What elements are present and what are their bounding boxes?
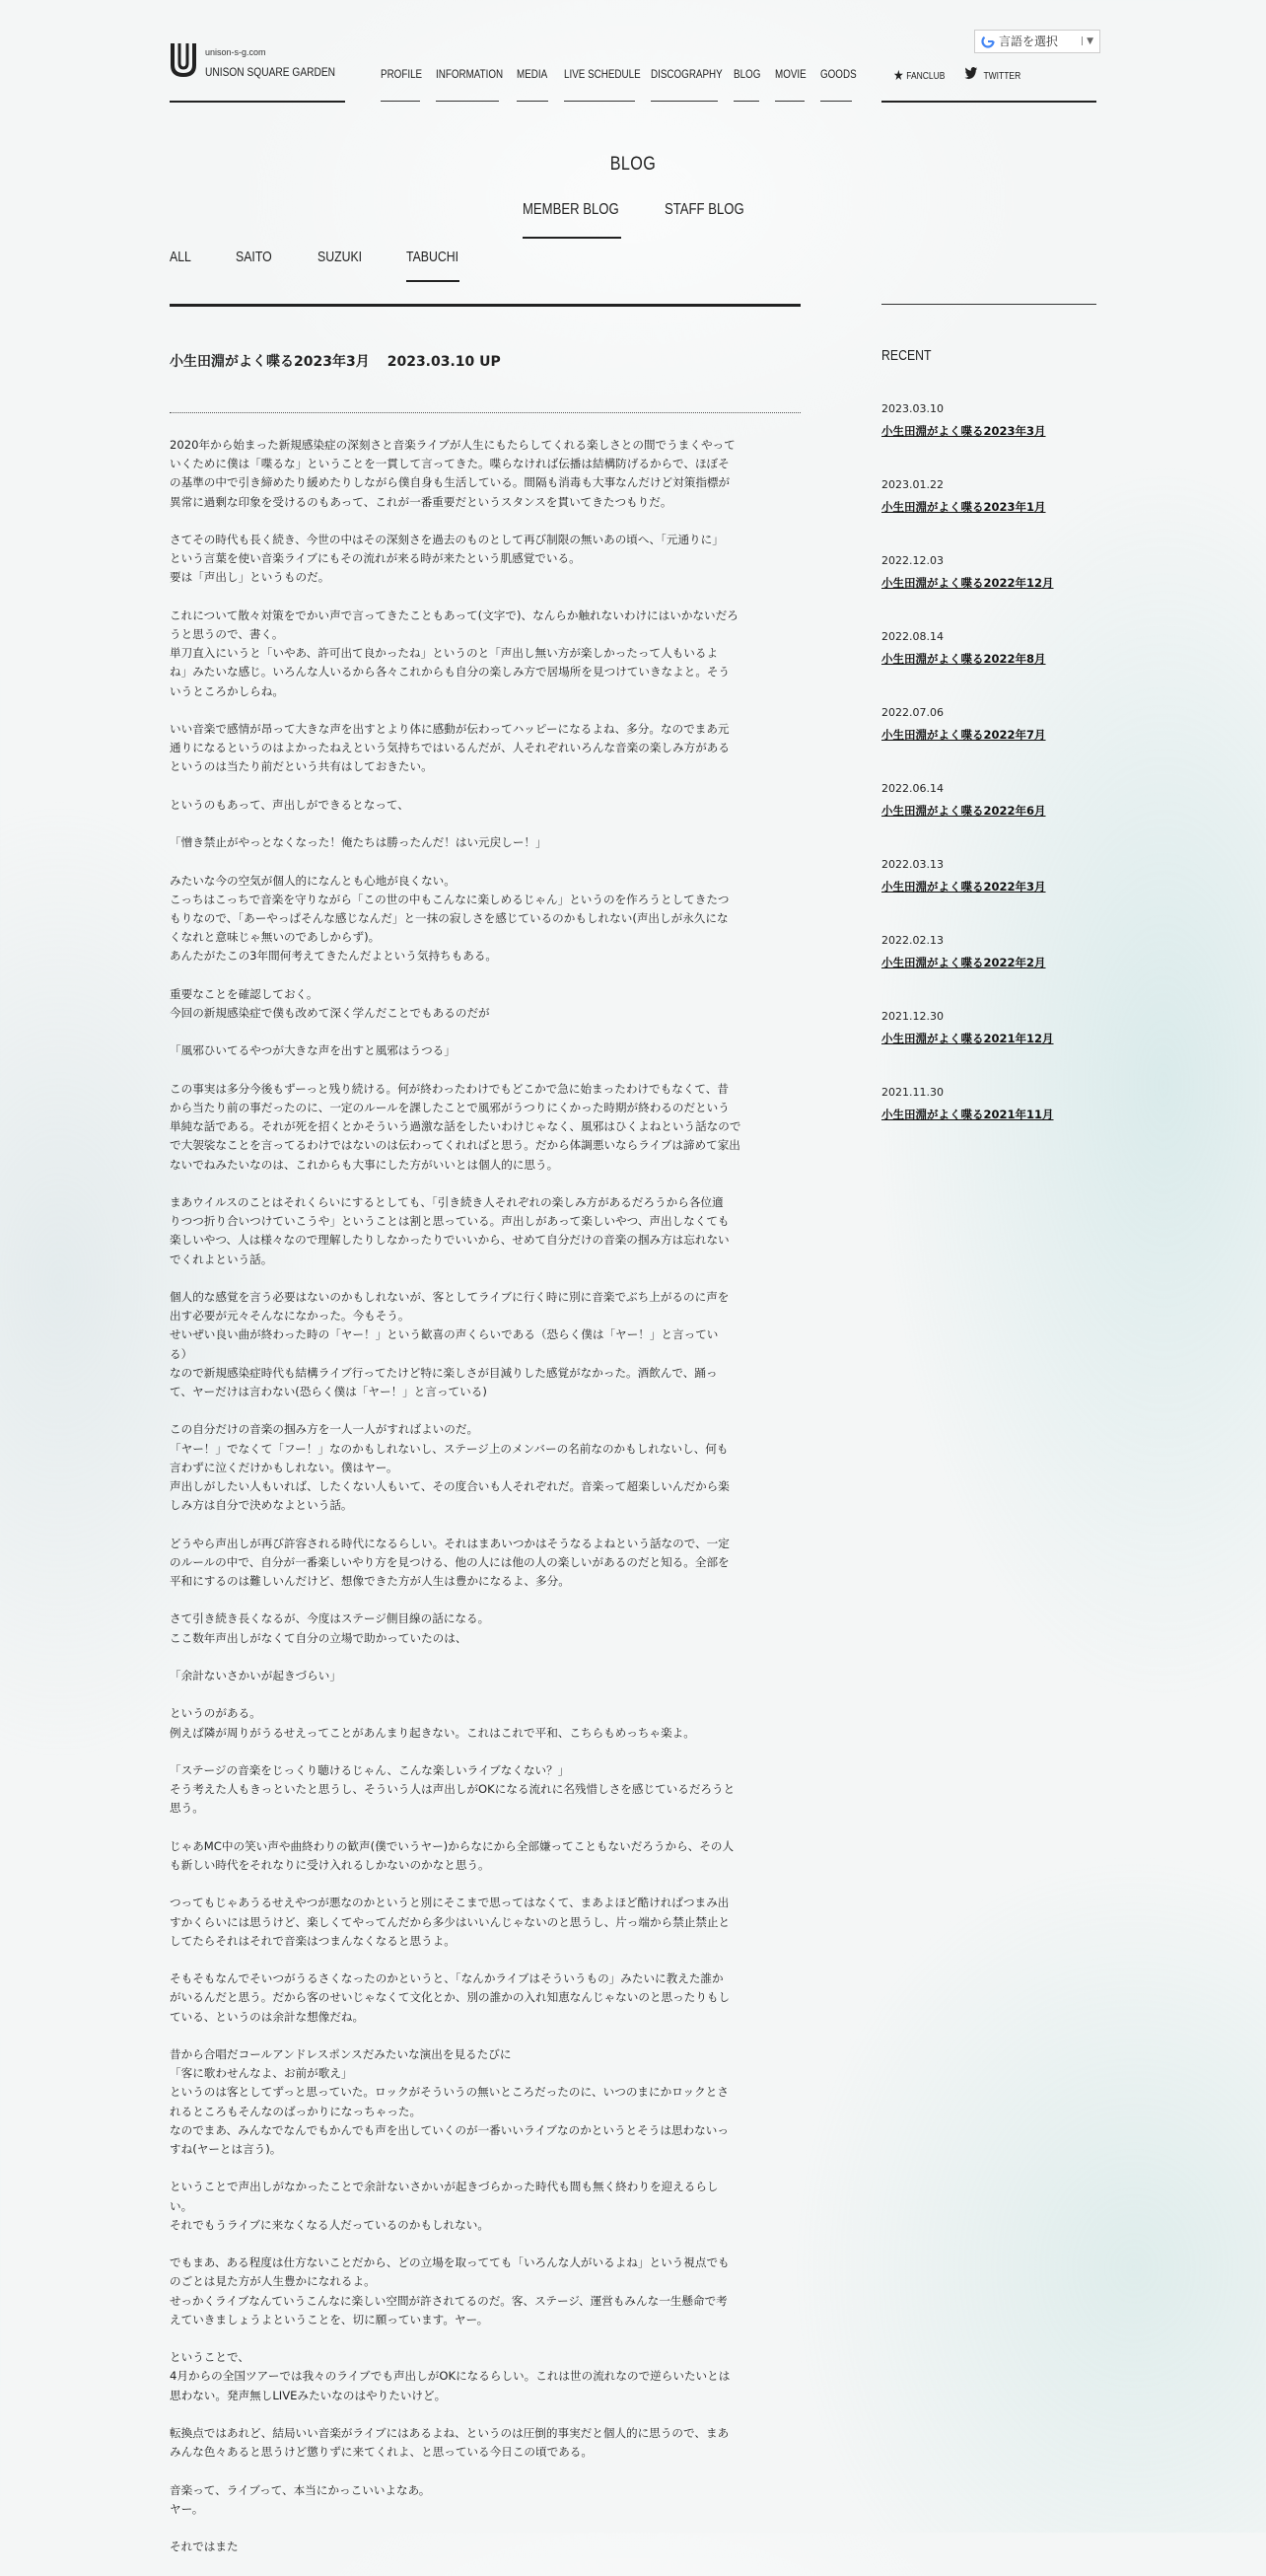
recent-date: 2022.02.13 — [881, 934, 944, 947]
entry-paragraph: 「風邪ひいてるやつが大きな声を出すと風邪はうつる」 — [170, 1043, 456, 1058]
entry-body — [170, 436, 801, 2576]
recent-date: 2022.06.14 — [881, 782, 944, 795]
recent-link[interactable]: 小生田淵がよく喋る2022年8月 — [881, 652, 1046, 666]
entry-paragraph: 転換点ではあれど、結局いい音楽がライブにはあるよね、というのは圧倒的事実だと個人的に思うので、まあ みんな色々あると思うけど懲りずに来てくれよ、と思っている今日この頃である。 — [170, 2425, 730, 2460]
social-links — [881, 61, 1096, 103]
entry-paragraph: ということで声出しがなかったことで余計ないさかいが起きづらかった時代も間も無く終わりを迎えるらし い。 それでもうライブに来なくなる人だっているのかもしれない。 — [170, 2180, 719, 2232]
member-tab-suzuki[interactable]: SUZUKI — [317, 249, 363, 265]
nav-underline — [651, 101, 718, 102]
entry-paragraph: この自分だけの音楽の掴み方を一人一人がすればよいのだ。 「ヤー！」でなくて「フー！」なのかもしれないし、ステージ上のメンバーの名前なのかもしれないし、何も 言わずに泣くだけかもしれない。僕はヤー。 声出しがしたい人もいれば、したくない人もいて、その度合いも人それぞれだ。音楽って超楽しいんだから楽 しみ方は自分で決めなよという話。 — [170, 1422, 730, 1513]
recent-date: 2023.01.22 — [881, 478, 944, 491]
entry-paragraph: それではまた — [170, 2540, 239, 2554]
member-tab-all[interactable]: ALL — [170, 249, 191, 265]
entry-paragraph: 音楽って、ライブって、本当にかっこいいよなあ。 ヤー。 — [170, 2482, 431, 2516]
entry-paragraph: というのもあって、声出しができるとなって、 — [170, 797, 409, 812]
google-icon — [981, 34, 995, 47]
twitter-link[interactable]: TWITTER — [964, 67, 1020, 83]
list-item — [881, 1010, 1096, 1086]
nav-underline — [820, 101, 852, 102]
entry-paragraph: というのがある。 例えば隣が周りがうるせえってことがあんまり起きない。これはこれで平和、こちらもめっちゃ楽よ。 — [170, 1706, 695, 1740]
nav-discography[interactable]: DISCOGRAPHY — [651, 67, 723, 81]
nav-underline — [775, 101, 805, 102]
entry-paragraph: 「余計ないさかいが起きづらい」 — [170, 1668, 341, 1682]
recent-list — [881, 402, 1096, 1162]
list-item — [881, 1086, 1096, 1162]
entry-paragraph: でもまあ、ある程度は仕方ないことだから、どの立場を取ってても「いろんな人がいるよね」という視点でも のごとは見た方が人生豊かになれるよ。 せっかくライブなんていうこんなに楽しい空間が許されてるのだ。客、ステージ、運営もみんな一生懸命で考 えていきましょうよということを、切に願っています。ヤー。 — [170, 2255, 730, 2326]
entry-paragraph: さて引き続き長くなるが、今度はステージ側目線の話になる。 ここ数年声出しがなくて自分の立場で助かっていたのは、 — [170, 1611, 490, 1645]
divider — [881, 304, 1096, 305]
entry-paragraph: ということで、 4月からの全国ツアーでは我々のライブでも声出しがOKになるらしい。これは世の流れなので逆らいたいとは 思わない。発声無しLIVEみたいなのはやりたいけど。 — [170, 2350, 731, 2402]
recent-link[interactable]: 小生田淵がよく喋る2023年3月 — [881, 424, 1046, 438]
entry-paragraph: さてその時代も長く続き、今世の中はその深刻さを過去のものとして再び制限の無いあの頃へ、「元通りに」 という言葉を使い音楽ライブにもその流れが来る時が来たという肌感覚でいる。 要は「声出し」というものだ。 — [170, 533, 724, 585]
recent-link[interactable]: 小生田淵がよく喋る2022年7月 — [881, 728, 1046, 742]
nav-underline — [734, 101, 759, 102]
entry-paragraph: 「ステージの音楽をじっくり聴けるじゃん、こんな楽しいライブなくない？」 そう考えた人もきっといたと思うし、そういう人は声出しがOKになる流れに名残惜しさを感じているだろうと 思う。 — [170, 1762, 736, 1816]
entry-paragraph: 重要なことを確認しておく。 今回の新規感染症で僕も改めて深く学んだことでもあるのだが — [170, 986, 490, 1020]
nav-live-schedule[interactable]: LIVE SCHEDULE — [564, 67, 641, 81]
divider — [170, 412, 801, 413]
entry-paragraph: 2020年から始まった新規感染症の深刻さと音楽ライブが人生にもたらしてくれる楽しさとの間でうまくやって いくために僕は「喋るな」ということを一貫して言ってきた。喋らなければ伝播は結構防げるからで、ほぼそ の基準の中で引き締めたり緩めたりしながら僕自身も生活している。間隔も消毒も大事なんだけど対策指標が 異常に過剰な印象を受けるのもあって、これが一番重要だというスタンスを貫いてきたつもりだ。 — [170, 438, 736, 509]
nav-profile[interactable]: PROFILE — [381, 67, 423, 81]
nav-movie[interactable]: MOVIE — [775, 67, 807, 81]
entry-paragraph: 「憎き禁止がやっとなくなった！俺たちは勝ったんだ！はい元戻しー！」 — [170, 835, 547, 850]
recent-link[interactable]: 小生田淵がよく喋る2021年11月 — [881, 1108, 1054, 1121]
entry-paragraph: じゃあMC中の笑い声や曲終わりの歓声(僕でいうヤー)からなにから全部嫌ってこともないだろうから、その人 も新しい時代をそれなりに受け入れるしかないのかなと思う。 — [170, 1838, 735, 1872]
entry-paragraph: まあウイルスのことはそれくらいにするとしても、「引き続き人それぞれの楽しみ方があるだろうから各位適 りつつ折り合いつけていこうや」ということは割と思っている。声出しがあって楽しいやつ、声出しなくても 楽しいやつ、人は様々なので理解したりしなかったりでいいから、せめて自分だけの音楽の掴み方は忘れない でくれよという話。 — [170, 1194, 730, 1266]
list-item — [881, 402, 1096, 478]
star-icon: ★ — [893, 67, 904, 83]
recent-link[interactable]: 小生田淵がよく喋る2022年2月 — [881, 956, 1046, 969]
logo-url: unison-s-g.com — [205, 47, 266, 57]
chevron-down-icon: | ▼ — [1081, 36, 1093, 46]
entry-paragraph: 昔から合唱だコールアンドレスポンスだみたいな演出を見るたびに 「客に歌わせんなよ、お前が歌え」 というのは客としてずっと思っていた。ロックがそういうの無いところだったのに、いつのまにかロックとさ れるところもそんなのばっかりになっちゃった。 なのでまあ、みんなでなんでもかんでも声を出していくのが一番いいライブなのかというとそうは思わないっ すね(ヤーとは言う)。 — [170, 2046, 729, 2156]
page-title: BLOG — [609, 154, 657, 175]
recent-date: 2021.11.30 — [881, 1086, 944, 1099]
divider — [170, 304, 801, 307]
recent-link[interactable]: 小生田淵がよく喋る2022年12月 — [881, 576, 1054, 590]
entry-title — [170, 351, 501, 371]
language-select[interactable] — [974, 30, 1100, 53]
recent-heading: RECENT — [881, 347, 932, 364]
entry-paragraph: いい音楽で感情が昂って大きな声を出すとより体に感動が伝わってハッピーになるよね、多分。なのでまあ元 通りになるというのはよかったねえという気持ちではいるんだが、人それぞれいろんな音楽の楽しみ方がある というのは当たり前だという共有はしておきたい。 — [170, 722, 730, 774]
recent-link[interactable]: 小生田淵がよく喋る2022年3月 — [881, 880, 1046, 894]
recent-date: 2022.07.06 — [881, 706, 944, 719]
nav-blog[interactable]: BLOG — [734, 67, 761, 81]
logo-name: UNISON SQUARE GARDEN — [205, 65, 336, 79]
entry-title-text: 小生田淵がよく喋る2023年3月 — [170, 354, 370, 370]
list-item — [881, 782, 1096, 858]
recent-date: 2021.12.30 — [881, 1010, 944, 1023]
recent-date: 2022.08.14 — [881, 630, 944, 643]
active-tab-underline — [523, 237, 621, 239]
recent-link[interactable]: 小生田淵がよく喋る2023年1月 — [881, 500, 1046, 514]
recent-date: 2022.03.13 — [881, 858, 944, 871]
nav-media[interactable]: MEDIA — [517, 67, 548, 81]
list-item — [881, 934, 1096, 1010]
member-tab-tabuchi[interactable]: TABUCHI — [406, 249, 459, 265]
fanclub-link[interactable]: ★ FANCLUB — [893, 67, 946, 83]
nav-goods[interactable]: GOODS — [820, 67, 857, 81]
entry-paragraph: つってもじゃあうるせえやつが悪なのかというと別にそこまで思ってはなくて、まあよほど酷ければつまみ出 すかくらいには思うけど、楽しくてやってんだから多少はいいんじゃないのと思うし、片っ端から禁止禁止と してたらそれはそれで音楽はつまんなくなると思うよ。 — [170, 1896, 731, 1948]
list-item — [881, 706, 1096, 782]
nav-underline — [436, 101, 499, 102]
entry-paragraph: そもそもなんでそいつがうるさくなったのかというと、「なんかライブはそういうもの」みたいに教えた誰か がいるんだと思う。だから客のせいじゃなくて文化とか、別の誰かの入れ知恵なんじゃないのと思ったりもし ている、というのは余計な想像だね。 — [170, 1971, 731, 2024]
nav-underline — [381, 101, 420, 102]
language-select-label: 言語を選択 — [999, 35, 1059, 48]
nav-information[interactable]: INFORMATION — [436, 67, 504, 81]
recent-link[interactable]: 小生田淵がよく喋る2021年12月 — [881, 1032, 1054, 1045]
entry-date: 2023.03.10 UP — [387, 354, 501, 370]
entry-paragraph: この事実は多分今後もずーっと残り続ける。何が終わったわけでもどこかで急に始まったわけでもなくて、昔 から当たり前の事だったのに、一定のルールを課したことで風邪がうつりにくかった時期が終わるのだという 単純な話である。それが死を招くとかそういう過激な話をしたいわけじゃなく、風邪はひくよねという話なので で大袈裟なことを言ってるわけではないのは伝わってくれればと思う。だから体調悪いならライブは諦めて家出 ないでねみたいなのは、これからも大事にした方がいいとは個人的に思う。 — [170, 1081, 741, 1172]
twitter-icon — [964, 67, 981, 83]
logo-mark-icon — [170, 41, 197, 79]
site-logo[interactable] — [170, 41, 345, 103]
recent-date: 2022.12.03 — [881, 554, 944, 567]
entry-paragraph: 個人的な感覚を言う必要はないのかもしれないが、客としてライブに行く時に別に音楽でぶち上がるのに声を 出す必要が元々そんなになかった。今もそう。 せいぜい良い曲が終わった時の「ヤー！」という歓喜の声くらいである（恐らく僕は「ヤー！」と言ってい る） なので新規感染症時代も結構ライブ行ってたけど特に楽しさが目減りした感覚がなかった。酒飲んで、踊っ て、ヤーだけは言わない(恐らく僕は「ヤー！」と言っている) — [170, 1289, 730, 1398]
nav-underline — [517, 101, 548, 102]
list-item — [881, 630, 1096, 706]
tab-staff-blog[interactable]: STAFF BLOG — [665, 201, 744, 218]
tab-member-blog[interactable]: MEMBER BLOG — [523, 201, 619, 218]
list-item — [881, 554, 1096, 630]
member-tab-saito[interactable]: SAITO — [236, 249, 272, 265]
entry-paragraph: どうやら声出しが再び許容される時代になるらしい。それはまあいつかはそうなるよねという話なので、一定 のルールの中で、自分が一番楽しいやり方を見つける、他の人には他の人の楽しいがあるのだと知る。全部を 平和にするのは難しいんだけど、想像できた方が人生は豊かになるよ、多分。 — [170, 1536, 730, 1588]
entry-paragraph: これについて散々対策をでかい声で言ってきたこともあって(文字で)、なんらか触れないわけにはいかないだろ うと思うので、書く。 単刀直入にいうと「いやあ、許可出て良かったね」というのと「声出し無い方が楽しかったって人もいるよ ね」みたいな感じ。いろんな人いるから各々これからも自分の楽しみ方で居場所を見つけていきなよと。そう いうところかしらね。 — [170, 608, 738, 698]
entry-paragraph: みたいな今の空気が個人的になんとも心地が良くない。 こっちはこっちで音楽を守りながら「この世の中もこんなに楽しめるじゃん」というのを作ろうとしてきたつ もりなので、「あーやっぱそんな感じなんだ」と一抹の寂しさを感じているのかもしれない(声出しが永久にな くなれと意味じゃ無いのであしからず)。 あんたがたこの3年間何考えてきたんだよという気持ちもある。 — [170, 873, 730, 964]
list-item — [881, 858, 1096, 934]
recent-date: 2023.03.10 — [881, 402, 944, 415]
nav-underline — [564, 101, 635, 102]
recent-link[interactable]: 小生田淵がよく喋る2022年6月 — [881, 804, 1046, 818]
active-member-underline — [406, 280, 459, 282]
list-item — [881, 478, 1096, 554]
